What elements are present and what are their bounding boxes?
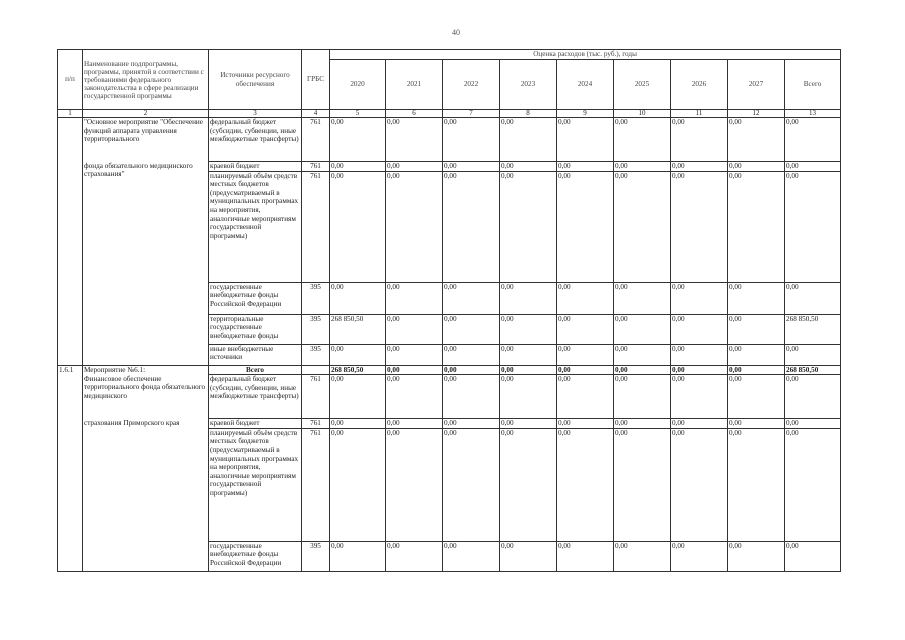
row-value: 0,00 bbox=[557, 344, 614, 365]
table-row bbox=[58, 375, 841, 419]
column-number: 7 bbox=[443, 110, 500, 118]
column-number: 6 bbox=[386, 110, 443, 118]
header-year: 2023 bbox=[500, 60, 557, 110]
row-value: 0,00 bbox=[671, 541, 728, 571]
row-value: 0,00 bbox=[614, 162, 671, 172]
row-value: 0,00 bbox=[330, 428, 386, 541]
row-source: государственные внебюджетные фонды Российской Федерации bbox=[209, 282, 302, 314]
row-source: государственные внебюджетные фонды Российской Федерации bbox=[209, 541, 302, 571]
row-source: краевой бюджет bbox=[209, 419, 302, 429]
row-value: 0,00 bbox=[330, 282, 386, 314]
row-value: 0,00 bbox=[557, 365, 614, 375]
row-value: 0,00 bbox=[728, 365, 785, 375]
row-grbs: 761 bbox=[302, 162, 330, 172]
row-value: 0,00 bbox=[386, 541, 443, 571]
row-value: 0,00 bbox=[500, 344, 557, 365]
row-value: 0,00 bbox=[614, 365, 671, 375]
column-number: 2 bbox=[83, 110, 209, 118]
page-number: 40 bbox=[452, 28, 460, 37]
row-value: 0,00 bbox=[443, 282, 500, 314]
header-grbs: ГРБС bbox=[302, 50, 330, 110]
row-grbs: 761 bbox=[302, 118, 330, 162]
row-value: 0,00 bbox=[557, 118, 614, 162]
column-number: 1 bbox=[58, 110, 83, 118]
row-value: 0,00 bbox=[728, 541, 785, 571]
row-value: 0,00 bbox=[386, 419, 443, 429]
row-value: 0,00 bbox=[386, 162, 443, 172]
row-value: 0,00 bbox=[785, 541, 841, 571]
row-value: 0,00 bbox=[785, 118, 841, 162]
column-number: 12 bbox=[728, 110, 785, 118]
header-year: 2025 bbox=[614, 60, 671, 110]
row-value: 0,00 bbox=[443, 375, 500, 419]
row-value: 0,00 bbox=[557, 419, 614, 429]
row-value: 0,00 bbox=[557, 541, 614, 571]
row-value: 0,00 bbox=[614, 118, 671, 162]
column-number: 8 bbox=[500, 110, 557, 118]
row-value: 0,00 bbox=[386, 375, 443, 419]
header-source: Источники ресурсного обеспечения bbox=[209, 50, 302, 110]
row-value: 0,00 bbox=[671, 428, 728, 541]
row-value: 0,00 bbox=[785, 419, 841, 429]
row-source: федеральный бюджет (субсидии, субвенции, иные межбюджетные трансферты) bbox=[209, 375, 302, 419]
row-value: 0,00 bbox=[785, 428, 841, 541]
column-number: 9 bbox=[557, 110, 614, 118]
row-value: 0,00 bbox=[785, 344, 841, 365]
row-grbs: 761 bbox=[302, 428, 330, 541]
row-value: 0,00 bbox=[728, 419, 785, 429]
row-value: 0,00 bbox=[671, 365, 728, 375]
row-value: 0,00 bbox=[443, 419, 500, 429]
row-value: 0,00 bbox=[671, 314, 728, 344]
budget-table bbox=[57, 49, 841, 572]
row-name: Мероприятие №6.1: bbox=[83, 365, 209, 375]
row-value: 0,00 bbox=[386, 118, 443, 162]
row-value: 0,00 bbox=[500, 375, 557, 419]
header-year: 2026 bbox=[671, 60, 728, 110]
row-value: 0,00 bbox=[330, 419, 386, 429]
header-row-top bbox=[58, 50, 841, 60]
row-value: 0,00 bbox=[671, 118, 728, 162]
table-row-total bbox=[58, 365, 841, 375]
header-year: 2027 bbox=[728, 60, 785, 110]
row-value: 0,00 bbox=[500, 171, 557, 282]
row-value: 0,00 bbox=[386, 344, 443, 365]
row-value: 0,00 bbox=[614, 375, 671, 419]
header-name: Наименование подпрограммы, программы, принятой в соответствии с требованиями федерального законодательства в сфере реализации государственной программы bbox=[83, 50, 209, 110]
row-value: 0,00 bbox=[330, 118, 386, 162]
row-value: 0,00 bbox=[500, 365, 557, 375]
row-value: 0,00 bbox=[330, 375, 386, 419]
row-value: 0,00 bbox=[386, 428, 443, 541]
column-number: 10 bbox=[614, 110, 671, 118]
row-value: 0,00 bbox=[728, 118, 785, 162]
header-num: п/п bbox=[58, 50, 83, 110]
row-value: 0,00 bbox=[785, 375, 841, 419]
row-value: 0,00 bbox=[671, 375, 728, 419]
row-value: 0,00 bbox=[386, 365, 443, 375]
row-value: 0,00 bbox=[557, 282, 614, 314]
row-source: федеральный бюджет (субсидии, субвенции, иные межбюджетные трансферты) bbox=[209, 118, 302, 162]
row-value: 0,00 bbox=[614, 282, 671, 314]
row-value: 0,00 bbox=[500, 162, 557, 172]
row-source: планируемый объём средств местных бюджетов (предусматриваемый в муниципальных программах на мероприятия, аналогичные мероприятиям государственной программы) bbox=[209, 428, 302, 541]
row-num: 1.6.1 bbox=[58, 365, 83, 571]
row-value: 0,00 bbox=[557, 314, 614, 344]
row-value: 0,00 bbox=[614, 428, 671, 541]
row-value: 0,00 bbox=[728, 375, 785, 419]
row-value: 0,00 bbox=[785, 162, 841, 172]
column-number: 13 bbox=[785, 110, 841, 118]
column-number: 11 bbox=[671, 110, 728, 118]
header-year: 2024 bbox=[557, 60, 614, 110]
row-name: фонда обязательного медицинского страхования" bbox=[83, 162, 209, 366]
row-value: 0,00 bbox=[443, 162, 500, 172]
row-value: 0,00 bbox=[500, 282, 557, 314]
row-value: 0,00 bbox=[386, 282, 443, 314]
row-value: 0,00 bbox=[330, 344, 386, 365]
row-value: 0,00 bbox=[728, 282, 785, 314]
row-value: 0,00 bbox=[728, 428, 785, 541]
row-value: 0,00 bbox=[728, 314, 785, 344]
row-grbs: 761 bbox=[302, 171, 330, 282]
row-name: "Основное мероприятие "Обеспечение функций аппарата управления территориального bbox=[83, 118, 209, 162]
column-number: 5 bbox=[330, 110, 386, 118]
row-value: 0,00 bbox=[785, 282, 841, 314]
row-value: 0,00 bbox=[443, 314, 500, 344]
row-grbs bbox=[302, 365, 330, 375]
row-value: 0,00 bbox=[557, 171, 614, 282]
row-value: 0,00 bbox=[500, 428, 557, 541]
row-grbs: 395 bbox=[302, 541, 330, 571]
row-value: 0,00 bbox=[330, 171, 386, 282]
row-num bbox=[58, 118, 83, 366]
row-value: 0,00 bbox=[500, 419, 557, 429]
table-row bbox=[58, 118, 841, 162]
column-number: 4 bbox=[302, 110, 330, 118]
row-value: 0,00 bbox=[443, 344, 500, 365]
row-value: 0,00 bbox=[671, 282, 728, 314]
row-value: 0,00 bbox=[614, 419, 671, 429]
row-grbs: 395 bbox=[302, 282, 330, 314]
row-value: 0,00 bbox=[443, 365, 500, 375]
row-value: 0,00 bbox=[557, 162, 614, 172]
header-total: Всего bbox=[785, 60, 841, 110]
row-value: 0,00 bbox=[728, 171, 785, 282]
row-value: 268 850,50 bbox=[785, 365, 841, 375]
row-value: 0,00 bbox=[500, 118, 557, 162]
row-value: 0,00 bbox=[614, 314, 671, 344]
row-value: 0,00 bbox=[386, 314, 443, 344]
row-value: 0,00 bbox=[557, 428, 614, 541]
row-value: 268 850,50 bbox=[785, 314, 841, 344]
row-value: 0,00 bbox=[443, 541, 500, 571]
row-name: страхования Приморского края bbox=[83, 419, 209, 572]
row-source: краевой бюджет bbox=[209, 162, 302, 172]
row-value: 0,00 bbox=[557, 375, 614, 419]
row-value: 0,00 bbox=[330, 541, 386, 571]
row-source: иные внебюджетные источники bbox=[209, 344, 302, 365]
column-number: 3 bbox=[209, 110, 302, 118]
column-number-row bbox=[58, 110, 841, 118]
row-value: 0,00 bbox=[728, 162, 785, 172]
table-row bbox=[58, 162, 841, 172]
row-value: 0,00 bbox=[443, 171, 500, 282]
row-value: 0,00 bbox=[386, 171, 443, 282]
row-name: Финансовое обеспечение территориального фонда обязательного медицинского bbox=[83, 375, 209, 419]
row-value: 0,00 bbox=[500, 314, 557, 344]
row-source: Всего bbox=[209, 365, 302, 375]
row-value: 0,00 bbox=[785, 171, 841, 282]
row-value: 0,00 bbox=[500, 541, 557, 571]
row-value: 0,00 bbox=[671, 419, 728, 429]
row-value: 0,00 bbox=[671, 344, 728, 365]
row-value: 0,00 bbox=[614, 344, 671, 365]
row-grbs: 761 bbox=[302, 375, 330, 419]
row-value: 0,00 bbox=[728, 344, 785, 365]
row-grbs: 395 bbox=[302, 344, 330, 365]
row-value: 268 850,50 bbox=[330, 314, 386, 344]
row-value: 0,00 bbox=[330, 162, 386, 172]
row-source: планируемый объём средств местных бюджетов (предусматриваемый в муниципальных программах на мероприятия, аналогичные мероприятиям государственной программы) bbox=[209, 171, 302, 282]
row-value: 0,00 bbox=[671, 162, 728, 172]
table-row bbox=[58, 419, 841, 429]
row-value: 0,00 bbox=[443, 118, 500, 162]
row-grbs: 761 bbox=[302, 419, 330, 429]
row-value: 0,00 bbox=[614, 171, 671, 282]
row-source: территориальные государственные внебюджетные фонды bbox=[209, 314, 302, 344]
row-value: 0,00 bbox=[443, 428, 500, 541]
header-estimate: Оценка расходов (тыс. руб.), годы bbox=[330, 50, 841, 60]
row-value: 0,00 bbox=[671, 171, 728, 282]
row-grbs: 395 bbox=[302, 314, 330, 344]
header-year: 2022 bbox=[443, 60, 500, 110]
row-value: 268 850,50 bbox=[330, 365, 386, 375]
header-year: 2021 bbox=[386, 60, 443, 110]
row-value: 0,00 bbox=[614, 541, 671, 571]
header-year: 2020 bbox=[330, 60, 386, 110]
